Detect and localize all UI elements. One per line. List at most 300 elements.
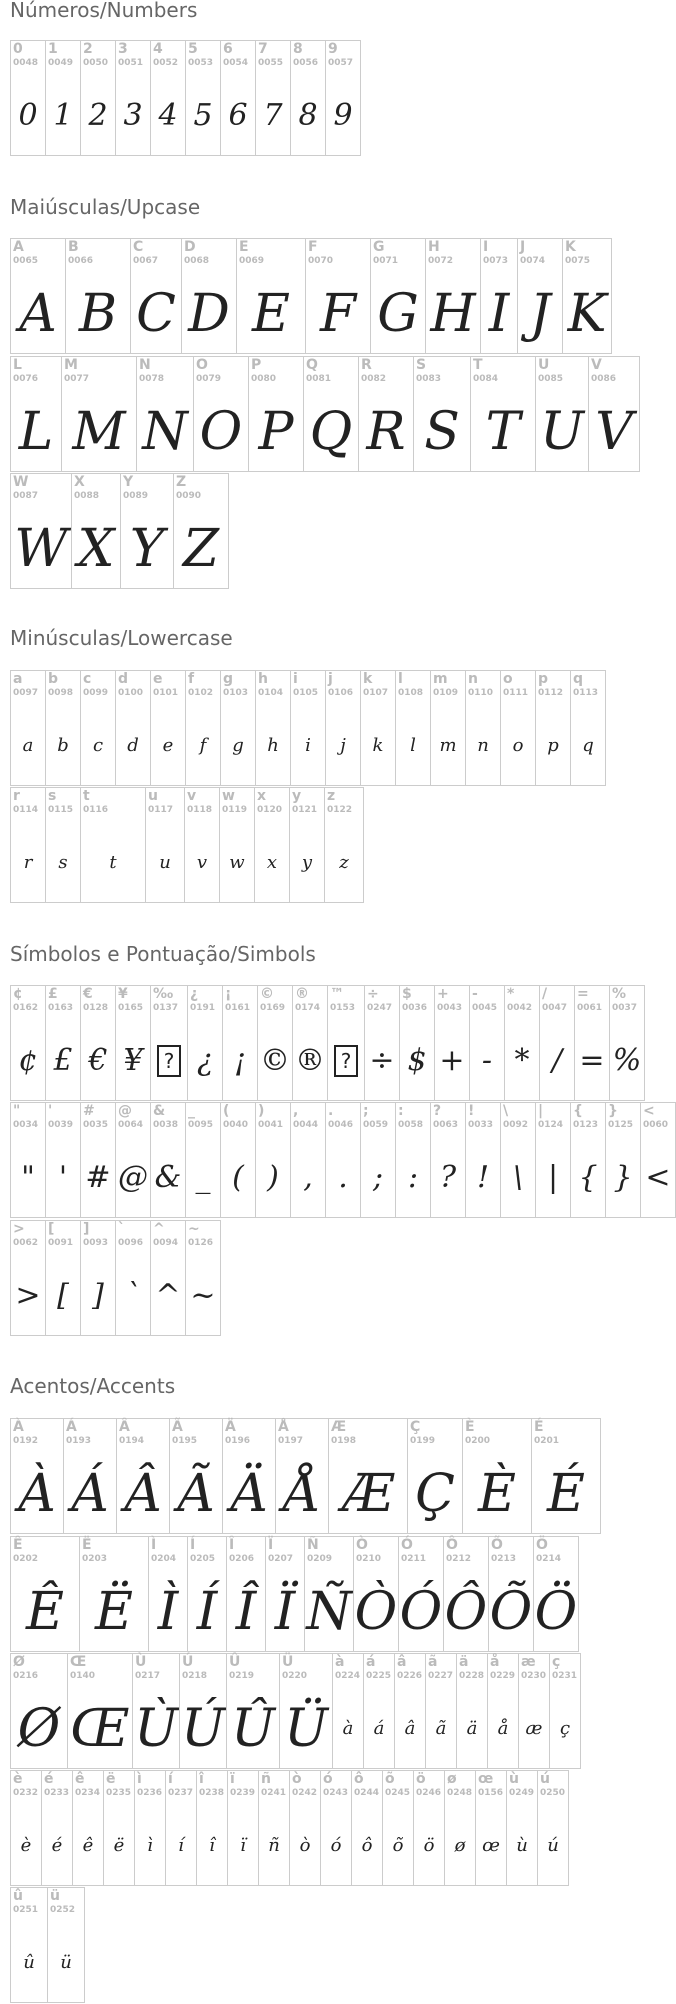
glyph-code: 0169 [260,1003,286,1013]
glyph-sample: - [481,1043,493,1078]
glyph-cell [65,238,131,354]
glyph-label: Å [278,1419,289,1435]
glyph-code: 0079 [196,374,222,384]
glyph-sample: I [488,284,510,344]
glyph-cell [226,1653,280,1769]
glyph-cell [574,985,610,1101]
glyph-cell [115,1220,151,1336]
glyph-cell [500,670,536,786]
glyph-code: 0057 [328,58,354,68]
glyph-sample: q [582,735,594,756]
glyph-label: Õ [491,1537,503,1553]
glyph-code: 0075 [565,256,591,266]
glyph-label: g [223,671,234,687]
glyph-code: 0072 [428,256,454,266]
glyph-label: ì [137,1771,142,1787]
glyph-cell [80,1102,116,1218]
glyph-label: c [83,671,92,687]
glyph-sample: ò [299,1835,311,1856]
glyph-cell [45,40,81,156]
glyph-code: 0194 [119,1436,145,1446]
glyph-label: ê [75,1771,85,1787]
glyph-cell [413,356,471,472]
glyph-code: 0246 [416,1788,442,1798]
glyph-label: Œ [70,1654,87,1670]
glyph-code: 0191 [190,1003,216,1013]
glyph-label: t [83,788,90,804]
glyph-code: 0165 [118,1003,144,1013]
glyph-sample: 9 [333,98,353,133]
glyph-code: 0213 [491,1554,517,1564]
glyph-code: 0047 [542,1003,568,1013]
glyph-cell [185,1220,221,1336]
glyph-code: 0083 [416,374,442,384]
glyph-label: Ë [82,1537,92,1553]
glyph-code: 0081 [306,374,332,384]
glyph-cell [150,670,186,786]
glyph-code: 0245 [385,1788,411,1798]
glyph-code: 0207 [268,1554,294,1564]
glyph-sample: { [578,1160,598,1195]
glyph-cell [537,1770,569,1886]
glyph-label: o [503,671,513,687]
glyph-cell [184,787,220,903]
glyph-sample: ü [60,1952,72,1973]
glyph-cell [10,238,66,354]
glyph-cell [41,1770,73,1886]
glyph-code: 0110 [468,688,494,698]
glyph-label: Ô [446,1537,458,1553]
glyph-code: 0049 [48,58,74,68]
glyph-row [10,1653,581,1769]
glyph-cell [47,1887,85,2003]
glyph-cell [290,670,326,786]
glyph-code: 0055 [258,58,284,68]
glyph-label: © [260,986,274,1002]
glyph-code: 0195 [172,1436,198,1446]
glyph-code: 0063 [433,1120,459,1130]
glyph-label: Í [190,1537,196,1553]
glyph-sample: F [319,284,357,344]
glyph-sample: í [178,1835,184,1856]
section-title: Maiúsculas/Upcase [10,195,201,219]
glyph-sample: d [127,735,139,756]
glyph-cell [72,1770,104,1886]
glyph-cell [289,787,325,903]
glyph-cell [115,1102,151,1218]
glyph-code: 0163 [48,1003,74,1013]
glyph-code: 0212 [446,1554,472,1564]
glyph-cell [332,1653,364,1769]
glyph-cell [425,1653,457,1769]
glyph-code: 0097 [13,688,39,698]
glyph-code: 0080 [251,374,277,384]
glyph-code: 0203 [82,1554,108,1564]
glyph-sample: ô [361,1835,373,1856]
glyph-code: 0120 [257,805,283,815]
glyph-sample: c [92,735,104,756]
glyph-label: ® [295,986,309,1002]
glyph-code: 0123 [573,1120,599,1130]
glyph-sample: é [51,1835,63,1856]
glyph-code: 0088 [74,491,100,501]
glyph-sample: i [305,735,311,756]
glyph-sample: Û [231,1699,275,1759]
glyph-label: x [257,788,267,804]
glyph-cell [462,1418,532,1534]
glyph-code: 0062 [13,1238,39,1248]
section-title: Minúsculas/Lowercase [10,626,233,650]
glyph-label: Ø [13,1654,25,1670]
glyph-sample: ÷ [369,1043,395,1078]
glyph-sample: Ç [415,1464,455,1524]
glyph-label: Ó [401,1537,413,1553]
glyph-label: ù [509,1771,519,1787]
glyph-sample: Á [71,1464,109,1524]
glyph-cell [236,238,306,354]
glyph-sample: Ê [26,1582,64,1642]
glyph-cell [132,1653,180,1769]
glyph-sample: * [514,1043,530,1078]
glyph-cell [227,1770,259,1886]
glyph-code: 0250 [540,1788,566,1798]
glyph-sample: ¢ [18,1043,38,1078]
glyph-cell [363,1653,395,1769]
glyph-sample: ê [82,1835,94,1856]
glyph-code: 0200 [465,1436,491,1446]
glyph-label: ø [447,1771,457,1787]
glyph-code: 0090 [176,491,202,501]
glyph-code: 0105 [293,688,319,698]
glyph-cell [265,1536,305,1652]
glyph-sample: © [260,1043,290,1078]
glyph-cell [303,356,359,472]
glyph-sample: Ü [284,1699,328,1759]
glyph-cell [185,670,221,786]
glyph-label: Ã [172,1419,183,1435]
glyph-code: 0225 [366,1671,392,1681]
glyph-code: 0038 [153,1120,179,1130]
glyph-cell [80,1220,116,1336]
glyph-code: 0174 [295,1003,321,1013]
glyph-code: 0051 [118,58,144,68]
glyph-sample: v [196,852,208,873]
glyph-code: 0125 [608,1120,634,1130]
glyph-sample: 1 [53,98,73,133]
glyph-code: 0118 [187,805,213,815]
glyph-label: Ä [225,1419,236,1435]
glyph-sample: k [372,735,384,756]
glyph-label: 7 [258,41,268,57]
glyph-cell [549,1653,581,1769]
glyph-cell [150,1220,186,1336]
glyph-label: € [83,986,93,1002]
glyph-sample: ¿ [196,1043,214,1078]
glyph-code: 0196 [225,1436,251,1446]
glyph-label: J [520,239,526,255]
glyph-code: 0104 [258,688,284,698]
glyph-cell [193,356,249,472]
glyph-label: D [184,239,196,255]
glyph-sample: Ô [444,1582,488,1642]
glyph-cell [506,1770,538,1886]
glyph-sample: Ï [274,1582,296,1642]
glyph-cell [116,1418,170,1534]
glyph-sample: $ [407,1043,427,1078]
glyph-cell [134,1770,166,1886]
glyph-cell [80,985,116,1101]
glyph-label: u [148,788,158,804]
glyph-label: j [328,671,333,687]
glyph-cell [10,787,46,903]
glyph-sample: ) [267,1160,279,1195]
glyph-cell [609,985,645,1101]
glyph-sample: G [377,284,419,344]
glyph-row [10,40,361,156]
glyph-sample: @ [118,1160,148,1195]
glyph-label: @ [118,1103,132,1119]
glyph-code: 0066 [68,256,94,266]
glyph-code: 0199 [410,1436,436,1446]
glyph-code: 0054 [223,58,249,68]
glyph-sample: ù [516,1835,528,1856]
glyph-cell [45,1220,81,1336]
glyph-sample: z [339,852,349,873]
glyph-label: " [13,1103,21,1119]
glyph-code: 0074 [520,256,546,266]
glyph-label: ? [433,1103,442,1119]
glyph-cell [10,670,46,786]
glyph-cell [45,670,81,786]
glyph-cell [196,1770,228,1886]
glyph-label: 1 [48,41,58,57]
glyph-sample: X [77,519,115,579]
glyph-code: 0087 [13,491,39,501]
glyph-sample: = [579,1043,605,1078]
glyph-label: m [433,671,448,687]
glyph-code: 0098 [48,688,74,698]
glyph-sample: 3 [123,98,143,133]
glyph-cell [169,1418,223,1534]
glyph-code: 0229 [490,1671,516,1681]
glyph-code: 0193 [66,1436,92,1446]
glyph-cell [148,1536,188,1652]
glyph-cell [320,1770,352,1886]
glyph-code: 0036 [402,1003,428,1013]
glyph-label: b [48,671,59,687]
glyph-cell [413,1770,445,1886]
glyph-label: M [64,357,78,373]
glyph-code: 0210 [356,1554,382,1564]
glyph-label: w [222,788,235,804]
glyph-sample: } [613,1160,633,1195]
glyph-sample: t [109,852,117,873]
glyph-label: É [534,1419,544,1435]
glyph-sample: Ø [17,1699,61,1759]
glyph-sample: H [430,284,476,344]
glyph-code: 0243 [323,1788,349,1798]
glyph-label: Ñ [307,1537,319,1553]
glyph-sample: Õ [489,1582,533,1642]
glyph-cell [45,787,81,903]
glyph-cell [150,1102,186,1218]
glyph-label: A [13,239,24,255]
glyph-label: 4 [153,41,163,57]
glyph-code: 0241 [261,1788,287,1798]
glyph-cell [130,238,182,354]
glyph-code: 0112 [538,688,564,698]
glyph-label: 6 [223,41,233,57]
glyph-sample: _ [195,1160,211,1195]
glyph-cell [398,1536,444,1652]
glyph-row [10,1887,85,2003]
glyph-code: 0201 [534,1436,560,1446]
glyph-cell [328,1418,408,1534]
glyph-cell [504,985,540,1101]
glyph-label: á [366,1654,376,1670]
glyph-code: 0069 [239,256,265,266]
glyph-label: ï [230,1771,235,1787]
glyph-code: 0060 [643,1120,669,1130]
glyph-sample: A [19,284,57,344]
glyph-label: Ü [282,1654,294,1670]
glyph-sample: ` [125,1278,141,1313]
glyph-code: 0053 [188,58,214,68]
glyph-code: 0033 [468,1120,494,1130]
glyph-sample: E [252,284,290,344]
glyph-code: 0205 [190,1554,216,1564]
glyph-code: 0108 [398,688,424,698]
glyph-sample: N [142,402,188,462]
glyph-label: 0 [13,41,23,57]
glyph-label: õ [385,1771,395,1787]
glyph-label: À [13,1419,24,1435]
glyph-sample: ' [58,1160,68,1195]
glyph-code: 0202 [13,1554,39,1564]
glyph-sample: Ã [177,1464,215,1524]
glyph-label: û [13,1888,23,1904]
glyph-label: d [118,671,129,687]
glyph-code: 0204 [151,1554,177,1564]
glyph-row [10,473,229,589]
glyph-cell [605,1102,641,1218]
glyph-label: ~ [188,1221,200,1237]
glyph-sample: K [567,284,607,344]
glyph-row [10,1418,601,1534]
glyph-sample: T [485,402,521,462]
glyph-cell [10,985,46,1101]
glyph-sample: L [18,402,54,462]
glyph-label: Î [229,1537,235,1553]
glyph-cell [517,238,563,354]
glyph-label: : [398,1103,404,1119]
glyph-sample: € [88,1043,108,1078]
glyph-sample: D [188,284,230,344]
glyph-cell [531,1418,601,1534]
glyph-sample: e [162,735,174,756]
glyph-code: 0106 [328,688,354,698]
glyph-sample: [ [57,1278,69,1313]
glyph-code: 0244 [354,1788,380,1798]
glyph-sample: b [57,735,69,756]
glyph-sample: à [342,1718,354,1739]
glyph-cell [80,40,116,156]
glyph-label: ¿ [190,986,199,1002]
glyph-label: N [139,357,151,373]
glyph-sample: ç [559,1718,571,1739]
glyph-cell [80,787,146,903]
glyph-sample: è [20,1835,32,1856]
glyph-code: 0211 [401,1554,427,1564]
glyph-sample: ^ [155,1278,181,1313]
glyph-code: 0233 [44,1788,70,1798]
glyph-code: 0161 [225,1003,251,1013]
glyph-cell [10,1770,42,1886]
glyph-cell [187,985,223,1101]
glyph-code: 0040 [223,1120,249,1130]
glyph-code: 0209 [307,1554,333,1564]
glyph-sample: ó [330,1835,342,1856]
glyph-label: ; [363,1103,369,1119]
glyph-code: 0116 [83,805,109,815]
glyph-cell [275,1418,329,1534]
glyph-code: 0101 [153,688,179,698]
glyph-sample: W [14,519,68,579]
glyph-code: 0140 [70,1671,96,1681]
glyph-sample: ä [466,1718,478,1739]
glyph-sample: ú [547,1835,559,1856]
glyph-code: 0114 [13,805,39,815]
glyph-cell [222,985,258,1101]
glyph-code: 0045 [472,1003,498,1013]
glyph-cell [173,473,229,589]
glyph-sample: å [497,1718,509,1739]
glyph-label: 5 [188,41,198,57]
glyph-code: 0076 [13,374,39,384]
glyph-sample: â [404,1718,416,1739]
glyph-code: 0153 [330,1003,356,1013]
glyph-cell [399,985,435,1101]
glyph-code: 0248 [447,1788,473,1798]
glyph-cell [10,1653,68,1769]
glyph-cell [443,1536,489,1652]
glyph-label: ò [292,1771,302,1787]
glyph-sample: Ö [534,1582,578,1642]
glyph-sample: 6 [228,98,248,133]
glyph-label: B [68,239,79,255]
glyph-cell [465,1102,501,1218]
glyph-sample: j [340,735,346,756]
glyph-code: 0218 [182,1671,208,1681]
glyph-sample: S [424,402,460,462]
glyph-code: 0092 [503,1120,529,1130]
glyph-cell [145,787,185,903]
glyph-label: Z [176,474,187,490]
glyph-cell [518,1653,550,1769]
glyph-code: 0219 [229,1671,255,1681]
glyph-cell [533,1536,579,1652]
glyph-code: 0052 [153,58,179,68]
glyph-sample: Î [235,1582,257,1642]
glyph-cell [456,1653,488,1769]
glyph-sample: J [529,284,551,344]
glyph-label: 3 [118,41,128,57]
glyph-sample: ø [454,1835,466,1856]
glyph-label: V [591,357,602,373]
glyph-cell [222,1418,276,1534]
glyph-sample: Z [182,519,220,579]
glyph-label: ä [459,1654,469,1670]
